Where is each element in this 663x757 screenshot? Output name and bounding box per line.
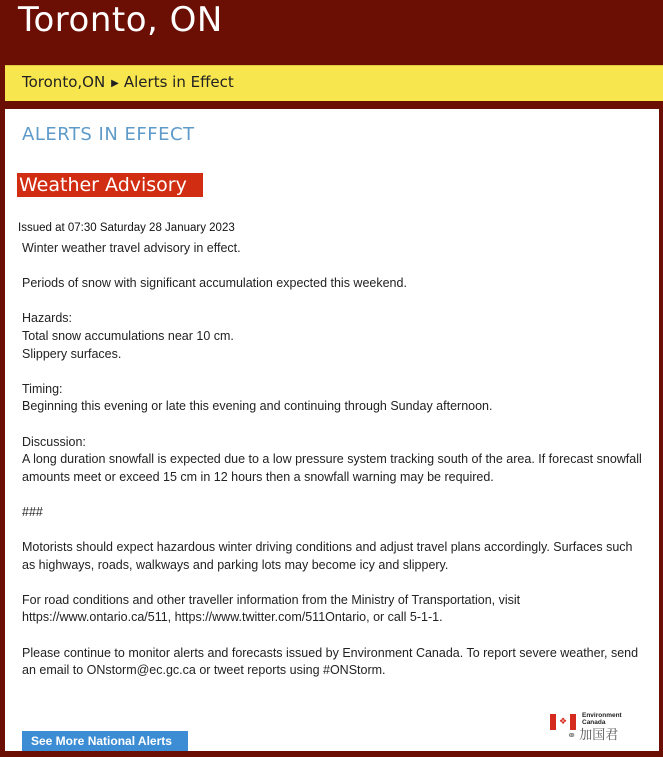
- chat-bubble-icon: ⚭: [567, 729, 577, 742]
- alert-line: Beginning this evening or late this evening and continuing through Sunday afternoon.: [22, 399, 493, 414]
- alerts-panel: [5, 109, 659, 751]
- alert-line: Winter weather travel advisory in effect.: [22, 241, 241, 255]
- breadcrumb: [22, 73, 234, 91]
- alert-paragraph: [22, 310, 647, 363]
- breadcrumb-home-link[interactable]: Toronto,ON: [22, 73, 106, 91]
- alert-line: Slippery surfaces.: [22, 346, 122, 361]
- alert-line: Motorists should expect hazardous winter driving conditions and adjust travel plans accordingly. Surfaces such as highways, roads, walkways and parking lots may become icy and slippery.: [22, 540, 633, 572]
- page-title: Toronto, ON: [18, 0, 223, 40]
- logo-text: Environment Canada: [582, 712, 622, 726]
- alert-line: Periods of snow with significant accumulation expected this weekend.: [22, 276, 407, 291]
- alert-line: Discussion:: [22, 434, 86, 449]
- alert-line: For road conditions and other traveller information from the Ministry of Transportation, visit https://www.ontario.ca/511, https://www.twitter.com/511Ontario, or call 5-1-1.: [22, 592, 521, 625]
- advisory-title: Weather Advisory: [17, 173, 203, 197]
- alert-paragraph: [22, 592, 647, 627]
- issued-timestamp: Issued at 07:30 Saturday 28 January 2023: [18, 222, 235, 234]
- watermark: ⚭ 加国君: [567, 728, 619, 743]
- breadcrumb-current: Alerts in Effect: [123, 73, 234, 91]
- alert-line: A long duration snowfall is expected due to a low pressure system tracking south of the area. If forecast snowfall amounts meet or exceed 15 cm in 12 hours then a snowfall warning may be required.: [22, 452, 642, 484]
- environment-canada-logo: [550, 712, 650, 742]
- alert-paragraph: [22, 275, 647, 293]
- alert-line: Hazards:: [22, 311, 73, 326]
- alert-paragraph: [22, 240, 647, 258]
- breadcrumb-bar: [5, 65, 663, 101]
- canada-flag-icon: ❖: [550, 714, 576, 730]
- alert-paragraph: [22, 381, 647, 416]
- breadcrumb-arrow-icon: ▶: [111, 78, 119, 89]
- alert-body: [22, 240, 647, 697]
- alert-line: ###: [22, 504, 43, 519]
- alert-paragraph: [22, 645, 647, 680]
- alert-line: Total snow accumulations near 10 cm.: [22, 328, 234, 343]
- alert-line: Timing:: [22, 381, 63, 396]
- alert-paragraph: [22, 434, 647, 487]
- see-more-alerts-button[interactable]: See More National Alerts: [22, 731, 188, 751]
- section-heading: ALERTS IN EFFECT: [22, 124, 195, 145]
- alert-paragraph: [22, 539, 647, 574]
- alert-line: Please continue to monitor alerts and forecasts issued by Environment Canada. To report severe weather, send an email to ONstorm@ec.gc.ca or tweet reports using #ONStorm.: [22, 645, 639, 678]
- alert-paragraph: [22, 504, 647, 522]
